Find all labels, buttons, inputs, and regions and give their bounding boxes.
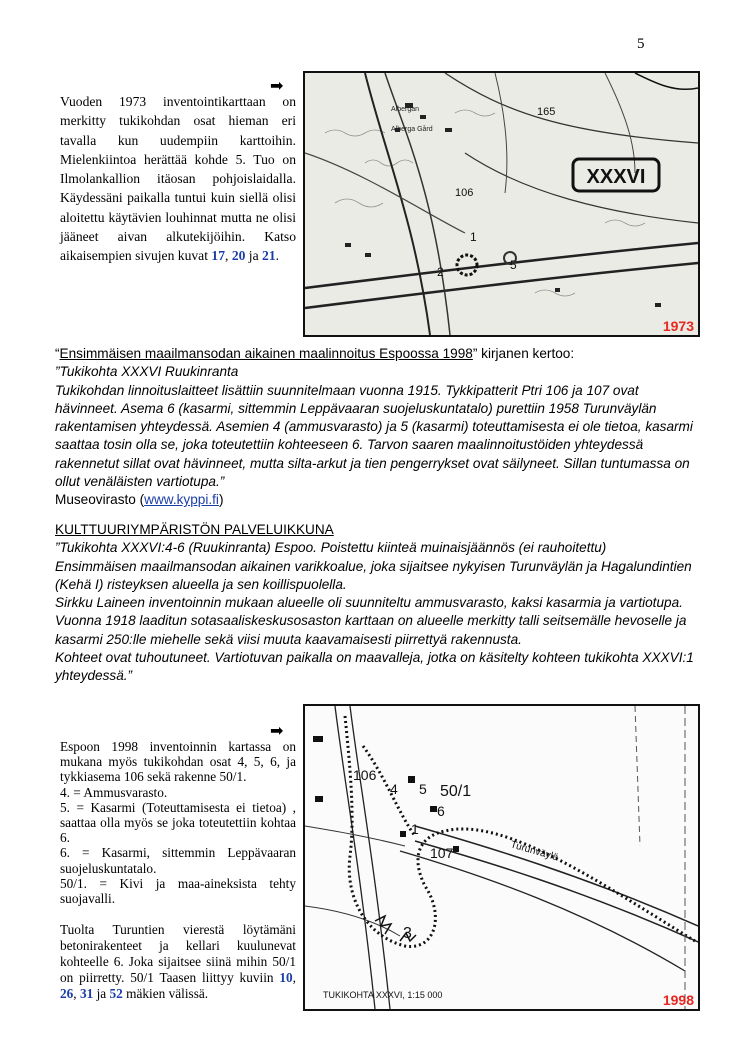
separator: , [73,986,80,1001]
map-label: 1 [470,230,477,244]
page-number: 5 [637,36,645,52]
source-suffix: ) [218,492,224,508]
road-label: Turunväylä [509,839,560,864]
book-title: Ensimmäisen maailmansodan aikainen maalinnoitus Espoossa 1998 [59,346,473,361]
cultural-env-paragraph: Sirkku Laineen inventoinnin mukaan alueelle oli suunniteltu ammusvarasto, kaksi kasarmia ja vartiotupa. Vuonna 1918 laaditun sotasaaliskeskusosaston karttaan on alueelle merkitty talli seitsemälle hevoselle ja kasarmi 250:lle miehelle sekä viisi muuta kaavamaisesti piirrettyä rakennusta. [55,595,687,647]
quote-heading: ”Tukikohta XXXVI Ruukinranta [55,364,239,380]
figure-ref[interactable]: 21 [262,248,276,264]
map-label: 107 [430,845,454,861]
quote-intro-suffix: ” kirjanen kertoo: [472,346,575,361]
intro-paragraph [60,92,296,266]
figure-ref[interactable]: 17 [211,248,225,264]
inventory-item: 6. = Kasarmi, sittemmin Leppävaaran suojeluskuntatalo. [60,845,296,876]
inventory-item: 4. = Ammusvarasto. [60,784,168,800]
map-1998 [303,704,700,1011]
map-label: 4 [390,781,398,797]
source-prefix: Museovirasto ( [55,492,145,508]
map-1998-drawing [305,706,698,1009]
map-label: 5 [419,781,427,797]
map-year-label: 1998 [662,992,694,1008]
cultural-env-paragraph: Ensimmäisen maailmansodan aikainen varikkoalue, joka sijaitsee nykyisen Turunväylän ja Hagalundintien (Kehä I) risteyksen alueella ja sen koillispuolella. [55,558,692,592]
separator: . [275,248,280,264]
map-label: 3 [403,925,412,942]
map-label: 2 [437,265,444,279]
map-label: 1 [411,821,419,837]
map-label: 6 [437,803,445,819]
separator: , [225,248,229,264]
map-label: 106 [455,187,474,199]
figure-ref[interactable]: 26 [60,986,74,1001]
map-year-label: 1973 [662,318,694,334]
figure-ref[interactable]: 31 [79,986,94,1001]
separator: ja [245,248,263,264]
arrow-right-icon: ➡ [270,76,284,95]
closing-text: Tuolta Turuntien vierestä löytämäni betonirakenteet ja kellari kuulunevat kohteelle 6. Joka sijaitsee siinä mihin 50/1 on piirretty. 50/1 Taasen liittyy kuviin [60,922,296,985]
inventory-intro: Espoon 1998 inventoinnin kartassa on mukana myös tukikohdan osat 4, 5, 6, ja tykkiasema 106 sekä rakenne 50/1. [60,739,296,785]
cultural-env-line1: ”Tukikohta XXXVI:4-6 (Ruukinranta) Espoo. Poistettu kiinteä muinaisjäännös (ei rauhoitettu) [55,540,607,556]
separator: , [292,970,296,985]
map-caption: TUKIKOHTA XXXVI, 1:15 000 [323,990,443,1000]
closing-end: mäkien välissä. [122,986,209,1001]
quote-mark: “ [55,346,60,361]
inventory-item: 5. = Kasarmi (Toteuttamisesta ei tietoa) , saattaa olla myös se joka toteutettiin kohtaa 6. [60,799,296,846]
cultural-env-paragraph: Kohteet ovat tuhoutuneet. Vartiotuvan paikalla on maavalleja, jotka on käsitelty kohteen tukikohta XXXVI:1 yhteydessä.” [55,650,694,684]
map-label: 165 [537,106,556,118]
quote-intro-line [55,345,695,363]
figure-ref[interactable]: 20 [231,248,246,264]
map-label: Alberga Gård [391,126,433,133]
source-line [55,491,695,509]
inventory-item: 50/1. = Kivi ja maa-aineksista tehty suojavalli. [60,875,296,907]
arrow-right-icon: ➡ [270,721,284,740]
inventory-1998-text [60,739,296,906]
kyppi-link[interactable]: www.kyppi.fi [144,492,219,508]
map-1973-drawing [305,73,698,335]
book-quote [55,345,695,510]
map-1973-zone-label: XXXVI [586,166,646,188]
separator: ja [93,986,110,1001]
map-label: 5 [510,258,517,272]
section-heading: KULTTUURIYMPÄRISTÖN PALVELUIKKUNA [55,522,334,537]
map-label: Albergan [391,106,420,113]
figure-ref[interactable]: 52 [109,986,123,1001]
closing-paragraph [60,922,296,1002]
quote-body: Tukikohdan linnoituslaitteet lisättiin suunnitelmaan vuonna 1915. Tykkipatterit Ptri 106 ja 107 ovat hävinneet. Asema 6 (kasarmi, sittemmin Leppävaaran suojeluskuntatalo) purettiin 1958 Turunväylän rakentamisen yhteydessä. Asemien 4 (ammusvarasto) ja 5 (kasarmi) toteuttamisesta ei ole tietoa, kasarmi saattaa tosin olla se, joka toteutettiin kohteeseen 6. Tarvon saaren maalinnoitustöiden yhteydessä rakennetut sillat ovat hävinneet, mutta silta-arkut ja tien pengerrykset ovat säilyneet. Sillan tuntumassa on ollut venäläisten vartiotupa.” [55,382,693,490]
cultural-env-section [55,521,697,686]
map-1973 [303,71,700,337]
intro-text: Vuoden 1973 inventointikarttaan on merkitty tukikohdan osat hieman eri tavalla kun uudempiin karttoihin. Mielenkiintoa herättää kohde 5. Tuo on Ilmolankallion itäosan pohjoislaidalla. Käydessäni paikalla tuntui kuin siellä olisi aloitettu käytävien louhinnat mutta ne olisi jääneet aivan alkutekijöihin. Katso aikaisempien sivujen kuvat [60,94,296,264]
figure-ref[interactable]: 10 [279,970,293,985]
map-label: 50/1 [440,783,472,800]
map-label: 106 [353,767,377,783]
